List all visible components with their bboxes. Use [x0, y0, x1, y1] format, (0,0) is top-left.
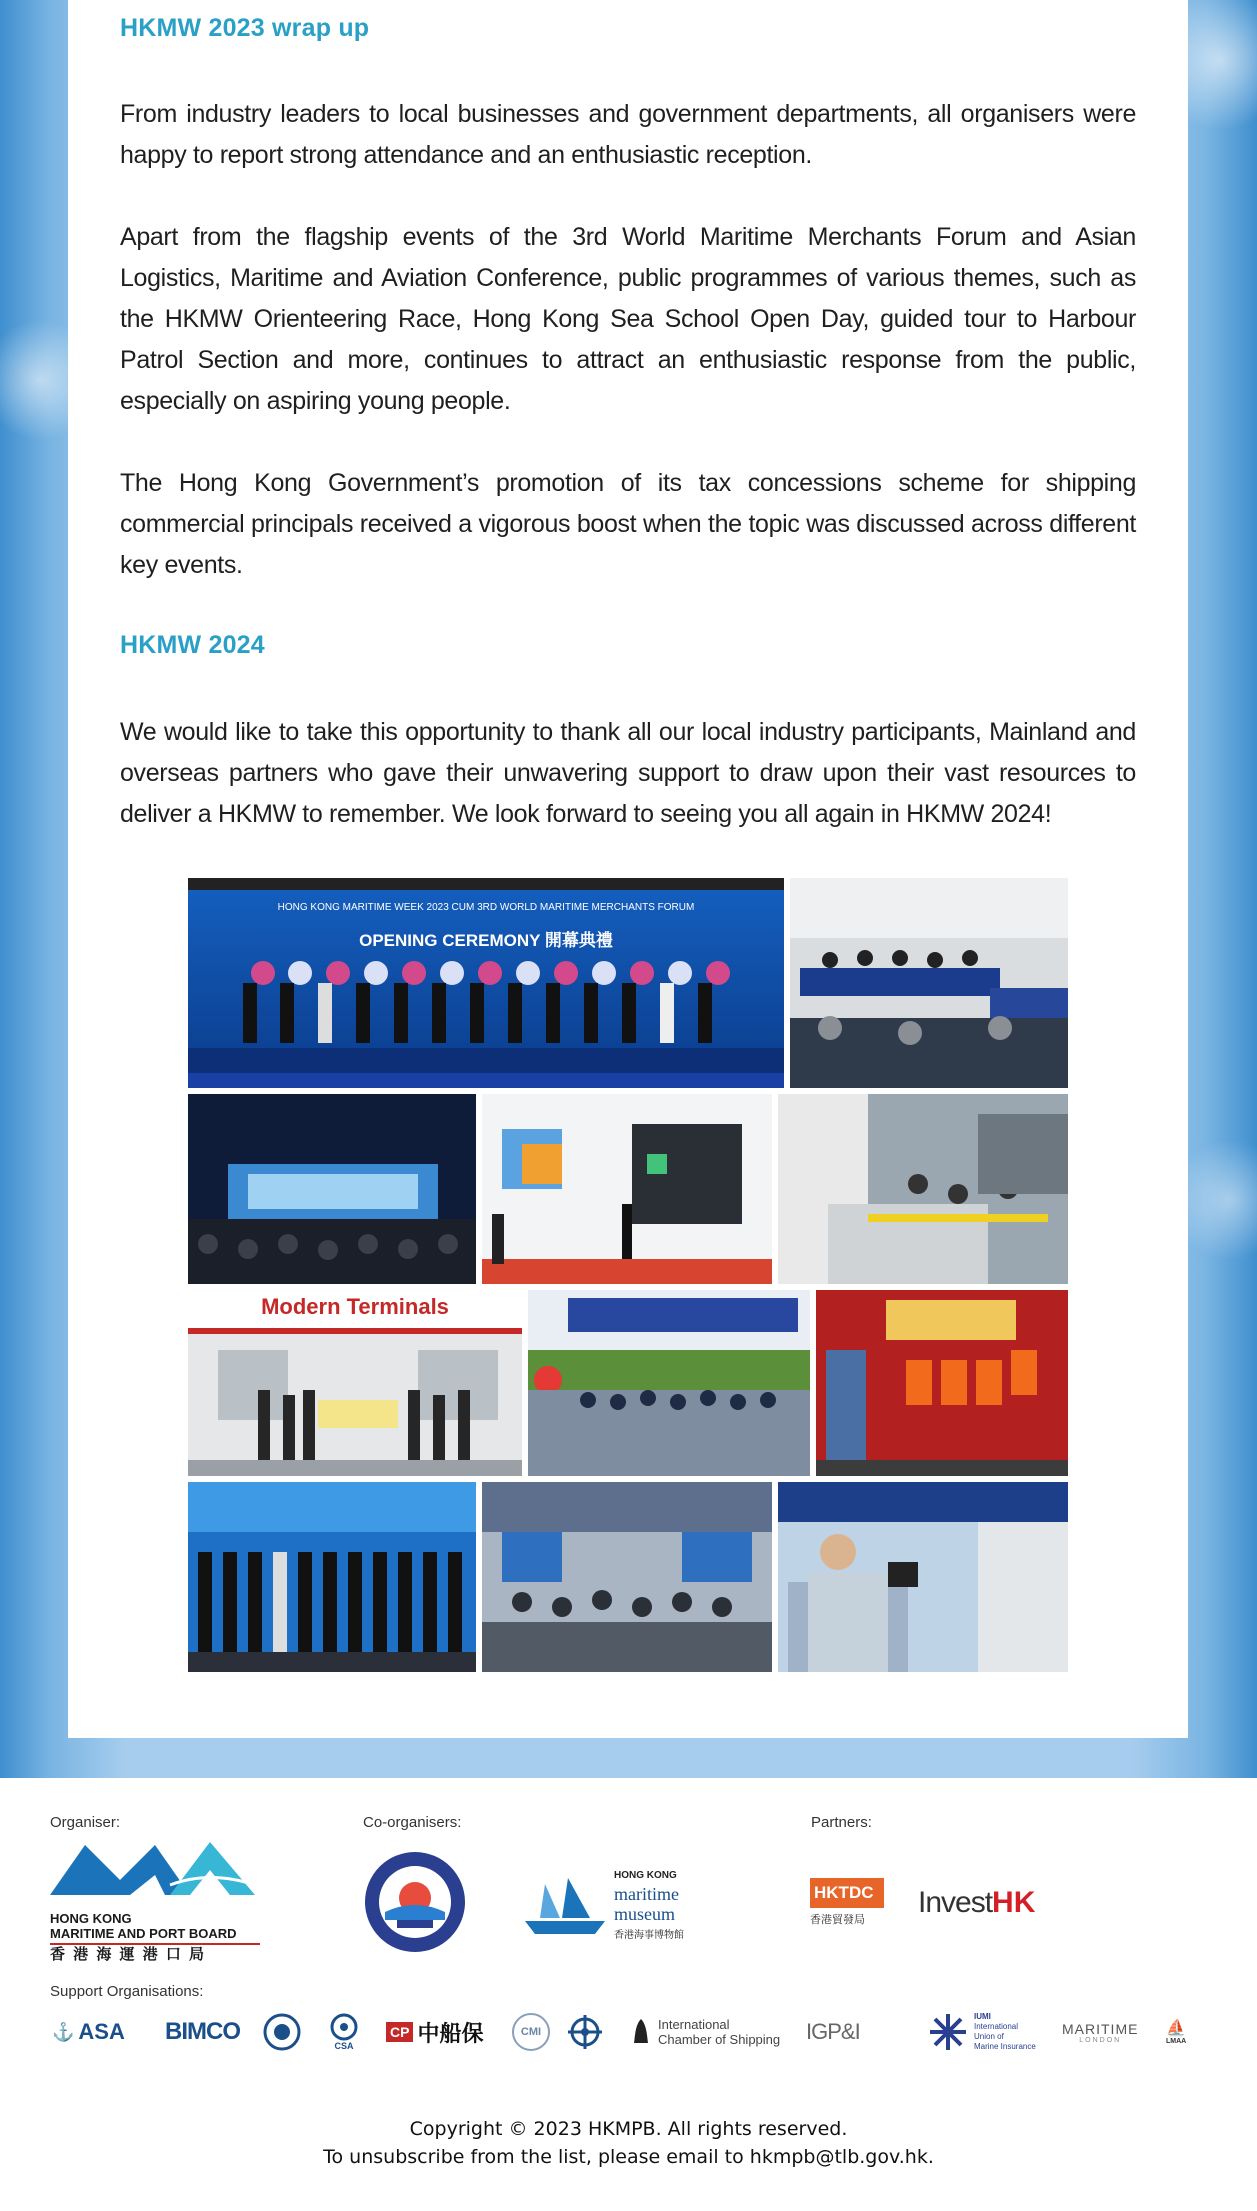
wheel-icon [327, 2013, 361, 2041]
photo-orienteering-race [528, 1290, 810, 1476]
section-heading-2024: HKMW 2024 [120, 631, 265, 659]
ship-icon: ⛵ [1166, 2019, 1187, 2037]
hktdc-logo[interactable] [810, 1878, 884, 1938]
photo-harbour-view [778, 1482, 1068, 1672]
hkmpb-logo[interactable] [50, 1840, 260, 1965]
bell-icon [632, 2017, 650, 2047]
bimco-text: BIMCO [165, 2018, 240, 2045]
photo-collage [188, 878, 1068, 1672]
lmaa-text: LMAA [1166, 2037, 1187, 2045]
iumi-line2: International [974, 2022, 1019, 2031]
photo-opening-ceremony [188, 878, 784, 1088]
iumi-line3: Union of [974, 2032, 1004, 2041]
paragraph-flagship-events: Apart from the flagship events of the 3rd World Maritime Merchants Forum and Asian Logistics, Maritime and Aviation Conference, public programmes of various themes, such as the HKMW Orienteering Race, Hong Kong Sea School Open Day, guided tour to Harbour Patrol Section and more, continues to attract an enthusiastic response from the public, especially on aspiring young people. [120, 223, 1136, 415]
banner-subtitle: HONG KONG MARITIME WEEK 2023 CUM 3RD WORLD MARITIME MERCHANTS FORUM [277, 902, 695, 913]
asa-text: ASA [78, 2019, 125, 2044]
star-burst-icon [928, 2012, 968, 2052]
photo-modern-terminals [188, 1290, 522, 1476]
hktdc-mark: HKTDC [810, 1878, 884, 1908]
paragraph-attendance: From industry leaders to local businesses and government departments, all organisers were happy to report strong attendance and an enthusiastic reception. [120, 100, 1136, 169]
china-pi-text: 中船保 [417, 2020, 484, 2046]
igpi-text: IGP&I [806, 2019, 860, 2044]
paragraph-tax-concessions: The Hong Kong Government’s promotion of its tax concessions scheme for shipping commercial principals received a vigorous boost when the topic was discussed across different key events. [120, 469, 1136, 579]
bimco-logo[interactable] [165, 2012, 240, 2052]
photo-harbour-patrol-boat [778, 1094, 1068, 1284]
partners-label: Partners: [811, 1814, 872, 1831]
paragraph-thanks: We would like to take this opportunity to thank all our local industry participants, Mainland and overseas partners who gave their unwavering support to draw upon their vast resources to deliver a HKMW to remember. We look forward to seeing you all again in HKMW 2024! [120, 718, 1136, 828]
maritime-london-logo[interactable] [1062, 2012, 1138, 2052]
photo-speaker-stage [482, 1094, 772, 1284]
ics-logo[interactable] [632, 2012, 780, 2052]
hktdc-chinese: 香港貿發局 [810, 1914, 865, 1926]
museum-line4: 香港海事博物館 [614, 1930, 684, 1941]
circle-emblem-logo[interactable] [262, 2012, 302, 2052]
hkmpb-line3: 香 港 海 運 港 口 局 [50, 1943, 260, 1965]
museum-line1: HONG KONG [614, 1870, 677, 1881]
coorganisers-label: Co-organisers: [363, 1814, 462, 1831]
anchor-icon: ⚓ [52, 2021, 75, 2042]
investhk-invest: Invest [918, 1886, 993, 1919]
museum-line2: maritime [614, 1884, 679, 1904]
iumi-line1: IUMI [974, 2012, 991, 2021]
photo-group-stage [188, 1482, 476, 1672]
photo-exhibition-hall [482, 1482, 772, 1672]
hkmpb-wave-icon [50, 1840, 260, 1900]
iumi-line4: Marine Insurance [974, 2042, 1036, 2051]
museum-line3: museum [614, 1904, 675, 1924]
photo-logistics-conference [188, 1094, 476, 1284]
unsubscribe-notice: To unsubscribe from the list, please email to hkmpb@tlb.gov.hk. [323, 2146, 934, 2168]
ics-line1: International [658, 2017, 730, 2032]
cmi-text: CMI [512, 2013, 550, 2051]
maritime-london-text: MARITIME [1062, 2020, 1139, 2037]
maritime-london-sub: LONDON [1079, 2036, 1122, 2044]
hkmpb-line2: MARITIME AND PORT BOARD [50, 1926, 237, 1941]
modern-terminals-sign: Modern Terminals [261, 1294, 449, 1319]
shipowners-association-logo[interactable] [363, 1850, 467, 1954]
igpi-logo[interactable] [806, 2012, 860, 2052]
china-pi-badge: CP [386, 2022, 413, 2042]
organiser-label: Organiser: [50, 1814, 121, 1831]
section-heading-wrapup: HKMW 2023 wrap up [120, 14, 370, 42]
csa-text: CSA [334, 2041, 354, 2051]
maritime-museum-logo[interactable] [520, 1870, 710, 1940]
banner-title: OPENING CEREMONY 開幕典禮 [359, 931, 613, 950]
cmi-logo[interactable] [512, 2012, 550, 2052]
ship-wheel-icon [565, 2012, 605, 2052]
iumi-logo[interactable] [928, 2012, 1036, 2052]
copyright-notice: Copyright © 2023 HKMPB. All rights reserved. [409, 2118, 848, 2140]
support-organisations-label: Support Organisations: [50, 1983, 204, 2000]
footer [0, 1778, 1257, 2211]
china-pi-logo[interactable] [386, 2012, 483, 2052]
lmaa-logo[interactable] [1166, 2012, 1186, 2052]
seal-icon [363, 1850, 467, 1954]
hkmpb-line1: HONG KONG [50, 1911, 132, 1926]
photo-sea-school-open-day [816, 1290, 1068, 1476]
emblem-icon [262, 2012, 302, 2052]
investhk-logo[interactable] [918, 1886, 1035, 1922]
investhk-hk: HK [992, 1886, 1036, 1919]
junk-boat-icon [520, 1876, 610, 1936]
asa-logo[interactable] [52, 2012, 125, 2052]
csa-logo[interactable] [327, 2012, 361, 2052]
photo-conference-panel [790, 878, 1068, 1088]
ics-line2: Chamber of Shipping [658, 2032, 781, 2047]
newsletter-panel [68, 0, 1188, 1738]
ship-wheel-logo[interactable] [565, 2012, 605, 2052]
